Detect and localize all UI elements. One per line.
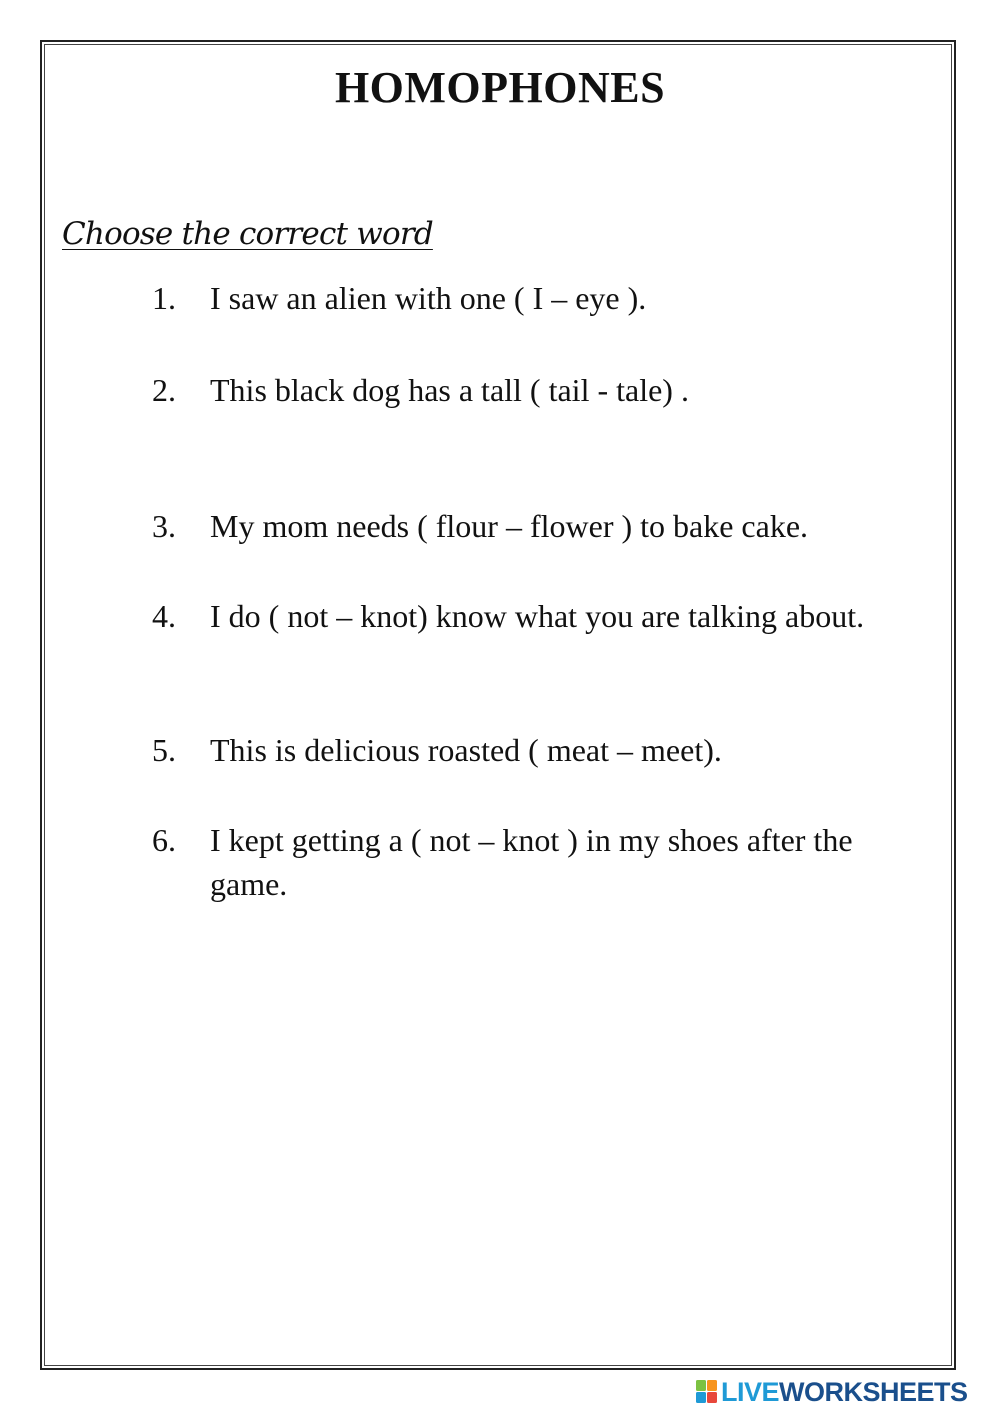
question-item xyxy=(152,728,922,772)
question-text: My mom needs ( flour – flower ) to bake cake. xyxy=(210,508,809,544)
brand-text-live: LIVE xyxy=(721,1376,780,1407)
instruction-text: Choose the correct word xyxy=(62,216,433,252)
brand-wordmark xyxy=(721,1377,968,1408)
question-item xyxy=(152,368,922,412)
brand-text-worksheets: WORKSHEETS xyxy=(779,1376,968,1407)
question-number: 2. xyxy=(152,372,176,408)
logo-tile-blue xyxy=(696,1392,706,1403)
question-number: 5. xyxy=(152,732,176,768)
question-number: 1. xyxy=(152,280,176,316)
question-text: I saw an alien with one ( I – eye ). xyxy=(210,280,647,316)
question-item xyxy=(152,594,922,638)
question-item xyxy=(152,504,922,548)
question-number: 4. xyxy=(152,598,176,634)
logo-tile-green xyxy=(696,1380,706,1391)
question-number: 3. xyxy=(152,508,176,544)
question-text: I do ( not – knot) know what you are talking about. xyxy=(210,598,865,634)
question-text: This black dog has a tall ( tail - tale) . xyxy=(210,372,689,408)
logo-tile-orange xyxy=(707,1380,717,1391)
question-text: This is delicious roasted ( meat – meet). xyxy=(210,732,722,768)
liveworksheets-brand[interactable] xyxy=(696,1374,968,1410)
question-item xyxy=(152,276,922,320)
liveworksheets-logo-icon xyxy=(696,1379,718,1405)
question-text: I kept getting a ( not – knot ) in my shoes after the game. xyxy=(210,822,853,902)
question-item xyxy=(152,818,922,906)
question-number: 6. xyxy=(152,822,176,858)
worksheet-title: HOMOPHONES xyxy=(334,63,666,112)
logo-tile-red xyxy=(707,1392,717,1403)
